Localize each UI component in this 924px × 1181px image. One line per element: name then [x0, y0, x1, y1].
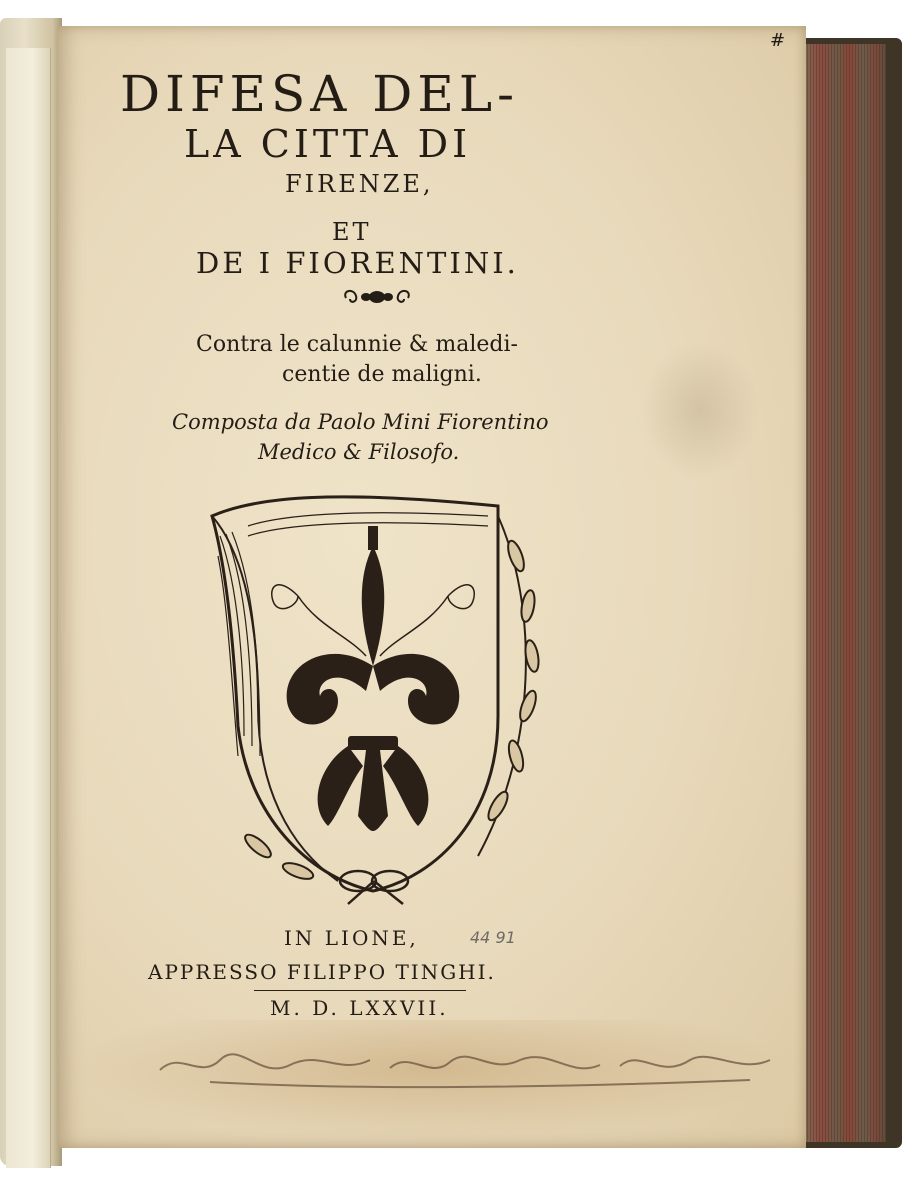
title-line-1: DIFESA DEL- [120, 65, 519, 123]
left-page-edge [0, 18, 62, 1166]
left-page-leaf [6, 48, 51, 1168]
corner-mark: # [770, 30, 786, 51]
author-line-2: Medico & Filosofo. [258, 440, 460, 464]
subtitle-line-2: centie de maligni. [282, 362, 482, 387]
ornament-icon [340, 286, 414, 308]
imprint-place: IN LIONE, [284, 926, 419, 950]
paper-stain [640, 340, 760, 480]
author-line-1: Composta da Paolo Mini Fiorentino [172, 410, 549, 434]
fleur-de-lis-icon [198, 486, 548, 906]
title-line-3: FIRENZE, [285, 170, 434, 198]
title-line-4: ET [332, 218, 372, 246]
pencil-annotation: 44 91 [470, 928, 516, 947]
title-line-2: LA CITTA DI [184, 122, 472, 166]
title-line-5: DE I FIORENTINI. [196, 246, 519, 280]
imprint-year: M. D. LXXVII. [270, 996, 449, 1020]
handwritten-inscription [150, 1030, 780, 1100]
imprint-rule [254, 990, 466, 991]
fore-edge-pages [804, 44, 886, 1142]
subtitle-line-1: Contra le calunnie & maledi- [196, 332, 518, 357]
imprint-printer: APPRESSO FILIPPO TINGHI. [148, 960, 496, 984]
